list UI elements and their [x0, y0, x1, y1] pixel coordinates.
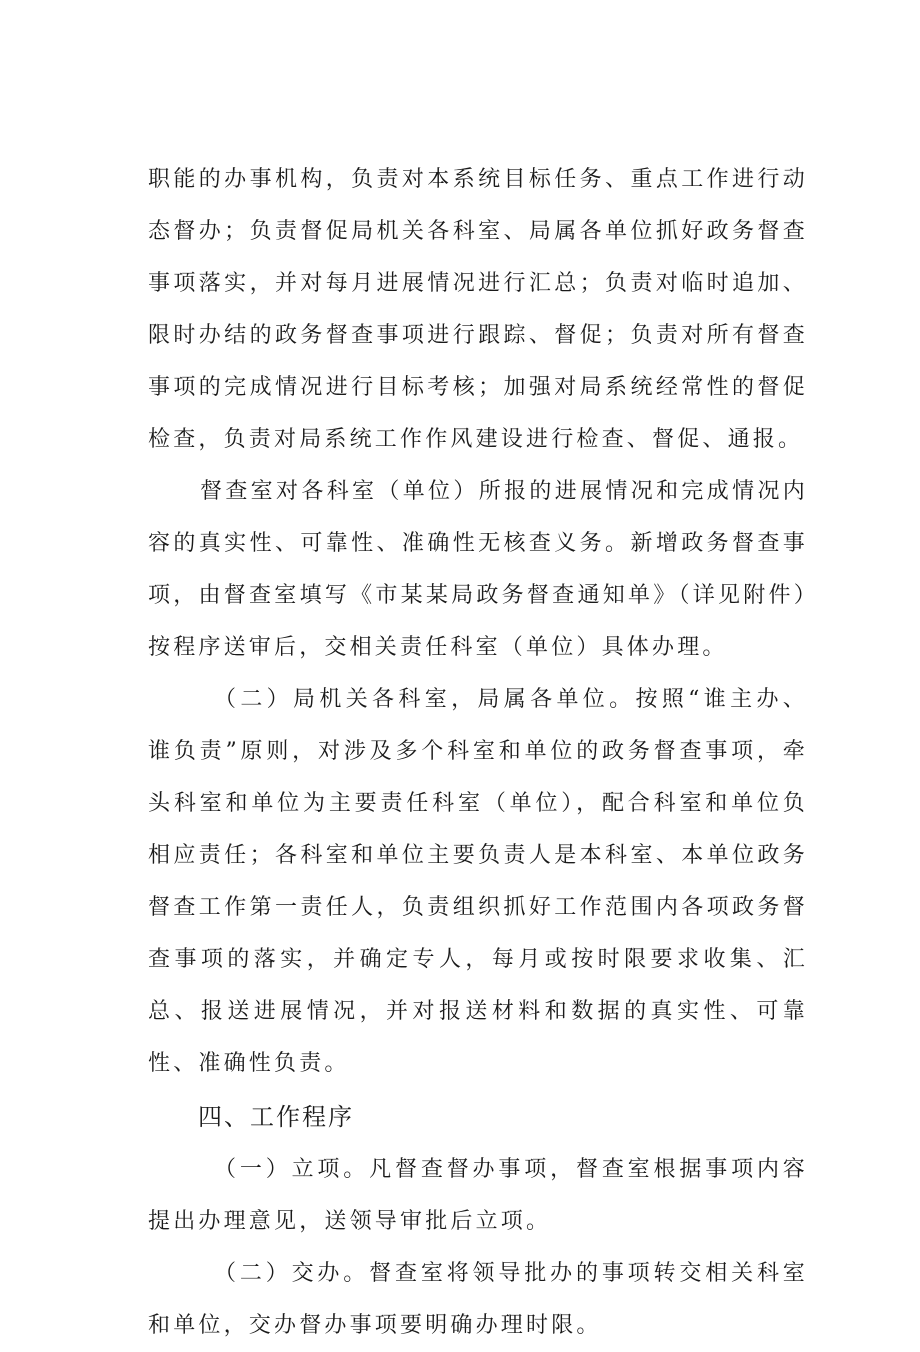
section-paragraph-1: （一）立项。凡督查督办事项，督查室根据事项内容提出办理意见，送领导审批后立项。 — [148, 1157, 808, 1234]
body-paragraph-3: （二）局机关各科室，局属各单位。按照“谁主办、谁负责”原则，对涉及多个科室和单位的政务督查事项，牵头科室和单位为主要责任科室（单位），配合科室和单位负相应责任；各科室和单位主要负责人是本科室、本单位政务督查工作第一责任人，负责组织抓好工作范围内各项政务督查事项的落实，并确定专人，每月或按时限要求收集、汇总、报送进展情况，并对报送材料和数据的真实性、可靠性、准确性负责。 — [148, 687, 808, 1076]
document-page — [148, 154, 808, 1352]
section-heading: 四、工作程序 — [198, 1103, 354, 1131]
body-paragraph-2: 督查室对各科室（单位）所报的进展情况和完成情况内容的真实性、可靠性、准确性无核查义务。新增政务督查事项，由督查室填写《市某某局政务督查通知单》（详见附件）按程序送审后，交相关责任科室（单位）具体办理。 — [148, 479, 808, 660]
body-paragraph-1: 职能的办事机构，负责对本系统目标任务、重点工作进行动态督办；负责督促局机关各科室、局属各单位抓好政务督查事项落实，并对每月进展情况进行汇总；负责对临时追加、限时办结的政务督查事项进行跟踪、督促；负责对所有督查事项的完成情况进行目标考核；加强对局系统经常性的督促检查，负责对局系统工作作风建设进行检查、督促、通报。 — [148, 167, 808, 452]
section-paragraph-2: （二）交办。督查室将领导批办的事项转交相关科室和单位，交办督办事项要明确办理时限。 — [148, 1261, 808, 1338]
